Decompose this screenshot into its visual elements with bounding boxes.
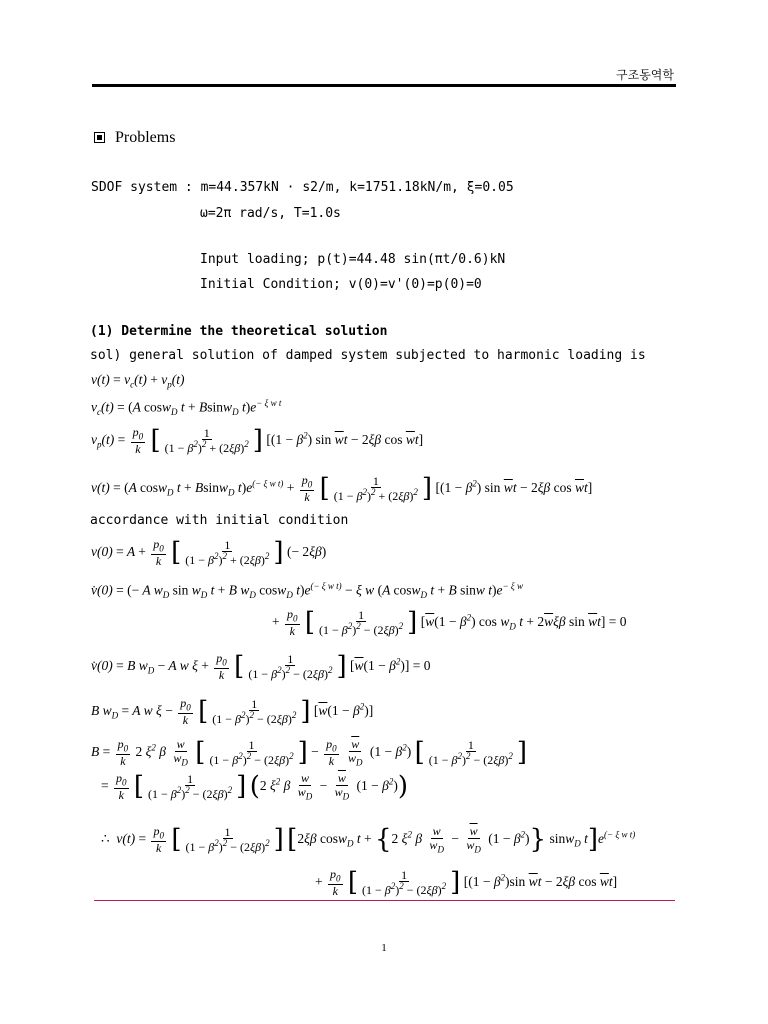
given-line-2: ω=2π rad/s, T=1.0s bbox=[200, 206, 341, 221]
header-title: 구조동역학 bbox=[616, 68, 674, 82]
equation-9a: B = $\frac{p_0}{k}$ 2 $\xi^2$ β $\frac{w}{w_D}$ [ $\frac{1}{(1 - \beta^2)^2 - (2\xi\beta)^2}$ ] − $\frac{p_0}{k}$ $\frac{\overline{w}}{w_D}$ $(1 - \beta^2)$ [ $\frac{1}{(1 - \beta^2)^2 - (2\xi\beta)^2}$ ] bbox=[91, 737, 528, 768]
equation-10b: + $\frac{p_0}{k}$ [ $\frac{1}{(1 - \beta^2)^2 - (2\xi\beta)^2}$ ] [$(1 - \beta^2)\sin$ $\overline{w}t - 2\xi\beta$ $\cos \overline{w}t$] bbox=[315, 867, 618, 898]
page-number: 1 bbox=[381, 942, 387, 954]
section-heading: Problems bbox=[115, 129, 176, 146]
equation-6a: v̇(0) = (− A $w_D$ $\sin w_D$ t + B $w_D$ cosw$_D$ $t)e^{(- \xi w t)} - \xi$ w (A cosw$_D$ t + B sinw $t)e^{- \xi w}$ bbox=[91, 581, 523, 601]
given-line-4: Initial Condition; v(0)=v'(0)=p(0)=0 bbox=[200, 277, 482, 292]
given-line-1: SDOF system : m=44.357kN · s2/m, k=1751.18kN/m, ξ=0.05 bbox=[91, 180, 514, 195]
equation-10a: ∴ v(t) = $\frac{p_0}{k}$ [ $\frac{1}{(1 - \beta^2)^2 - (2\xi\beta)^2}$ ] [2ξβ cosw$_D$ t + {2 $\xi^2$ β $\frac{w}{w_D}$ − $\frac{\overline{w}}{w_D}$ $(1 - \beta^2)$} sinw$_D$ $t]e^{(- \xi w t)}$ bbox=[101, 824, 636, 855]
equation-3: $v_p(t)$ = $\frac{p_0}{k}$ [ $\frac{1}{(1 - \beta^2)^2 + (2\xi\beta)^2}$ ] [$(1 - \beta^2)$ $\sin \overline{w}t - 2\xi\beta$ $\cos \overline{w}t$] bbox=[91, 425, 424, 456]
part1-intro: sol) general solution of damped system subjected to harmonic loading is bbox=[90, 348, 646, 363]
equation-2: $v_c(t) = (A$ cosw$_D$ t + Bsinw$_D$ $t)e^{- \xi w t}$ bbox=[91, 398, 282, 418]
equation-7: v̇(0) = B $w_D - A$ w ξ + $\frac{p_0}{k}$ [ $\frac{1}{(1 - \beta^2)^2 - (2\xi\beta)^2}$ ] $[\overline{w}(1 - \beta^2)] = 0$ bbox=[91, 651, 431, 682]
footer-rule bbox=[94, 900, 675, 901]
part1-heading: (1) Determine the theoretical solution bbox=[90, 324, 388, 339]
header-rule bbox=[92, 84, 676, 87]
equation-1: $v(t) = v_c(t) + v_p(t)$ bbox=[91, 372, 185, 390]
given-line-3: Input loading; p(t)=44.48 sin(πt/0.6)kN bbox=[200, 252, 506, 267]
section-marker-icon bbox=[94, 132, 105, 143]
equation-8: B $w_D = A$ w ξ − $\frac{p_0}{k}$ [ $\frac{1}{(1 - \beta^2)^2 - (2\xi\beta)^2}$ ] $[\overline{w}(1 - \beta^2)]$ bbox=[91, 696, 374, 727]
equation-9b: = $\frac{p_0}{k}$ [ $\frac{1}{(1 - \beta^2)^2 - (2\xi\beta)^2}$ ] (2 $\xi^2$ β $\frac{w}{w_D}$ − $\frac{\overline{w}}{w_D}$ $(1 - \beta^2)$) bbox=[101, 771, 409, 802]
equation-5: v(0) = A + $\frac{p_0}{k}$ [ $\frac{1}{(1 - \beta^2)^2 + (2\xi\beta)^2}$ ] (− 2ξβ) bbox=[91, 537, 327, 568]
accordance-text: accordance with initial condition bbox=[90, 513, 349, 528]
equation-4: v(t) = (A cosw$_D$ t + Bsinw$_D$ $t)e^{(- \xi w t)}$ + $\frac{p_0}{k}$ [ $\frac{1}{(1 - \beta^2)^2 + (2\xi\beta)^2}$ ] [$(1 - \beta^2)$ $\sin \overline{w}t - 2\xi\beta$ $\cos \overline{w}t$] bbox=[91, 473, 593, 504]
equation-6b: + $\frac{p_0}{k}$ [ $\frac{1}{(1 - \beta^2)^2 - (2\xi\beta)^2}$ ] [$\overline{w}(1 - \beta^2)$ $\cos w_D$ $t + 2\overline{w}\xi\beta$ $\sin \overline{w}t] = 0$ bbox=[272, 607, 627, 638]
